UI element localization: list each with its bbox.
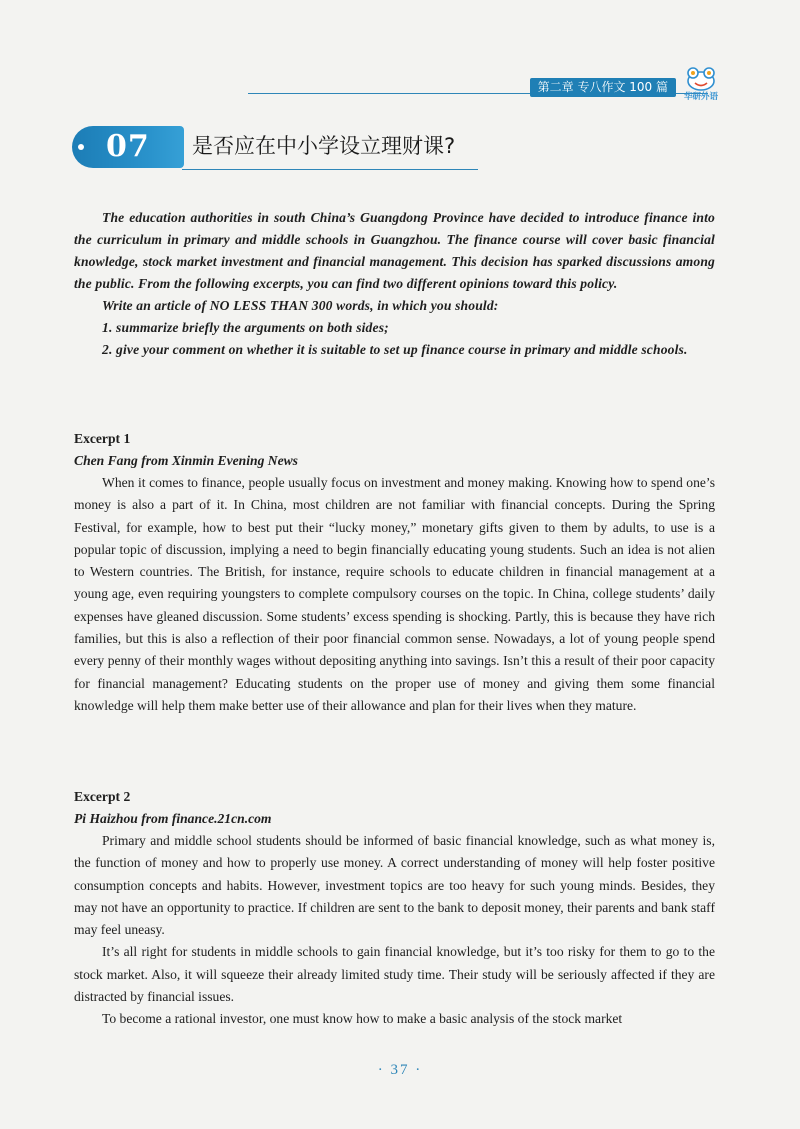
mascot-icon bbox=[684, 66, 718, 92]
prompt-paragraph: The education authorities in south China’s Guangdong Province have decided to introduce finance into the curriculum in primary and middle schools in Guangzhou. The finance course will cover basic financial knowledge, stock market investment and financial management. This decision has sparked discussions among the public. From the following excerpts, you can find two different opinions toward this policy. bbox=[74, 210, 715, 291]
prompt-instruction: Write an article of NO LESS THAN 300 words, in which you should: bbox=[102, 298, 499, 313]
excerpt-paragraph: Primary and middle school students should be informed of basic financial knowledge, such as what money is, the function of money and how to properly use money. A correct understanding of money will help foster positive consumption concepts and habits. However, investment topics are too heavy for such young minds. Besides, they may not have an opportunity to practice. If children are sent to the bank to deposit money, their parents and bank staff may feel uneasy. bbox=[74, 833, 715, 938]
publisher-name: 华研外语 bbox=[683, 92, 718, 102]
excerpt-heading: Excerpt 2 bbox=[74, 789, 131, 804]
prompt-item-1: 1. summarize briefly the arguments on both sides; bbox=[102, 320, 389, 335]
prompt-item-2: 2. give your comment on whether it is suitable to set up finance course in primary and middle schools. bbox=[102, 342, 688, 357]
page-number: · 37 · bbox=[377, 1062, 423, 1078]
bullet-dot-icon bbox=[78, 144, 84, 150]
essay-title-text: 是否应在中小学设立理财课? bbox=[192, 134, 456, 158]
excerpt-source: Pi Haizhou from finance.21cn.com bbox=[74, 811, 272, 826]
excerpt-paragraph: To become a rational investor, one must know how to make a basic analysis of the stock market bbox=[102, 1011, 623, 1027]
excerpt-paragraph: It’s all right for students in middle schools to gain financial knowledge, but it’s too risky for them to go to the stock market. Also, it will squeeze their already limited study time. Their study will be seriously affected if they are distracted by financial issues. bbox=[74, 944, 715, 1005]
excerpt-paragraph: When it comes to finance, people usually focus on investment and money making. Knowing how to spend one’s money is also a part of it. In China, most children are not familiar with financial concepts. During the Spring Festival, for example, how to best put their “lucky money,” monetary gifts given to them by adults, to use is a popular topic of discussion, implying a need to begin financially educating young students. Such an idea is not alien to Western countries. The British, for instance, require schools to educate children in financial management at a young age, even requiring youngsters to complete compulsory courses on the topic. In China, college students’ daily expenses have gleaned discussion. Some students’ excess spending is shocking. Partly, this is because they have rich families, but this is also a reflection of their poor financial common sense. Nowadays, a lot of young people spend every penny of their monthly wages without depositing anything into savings. Isn’t this a result of their poor capacity for financial management? Educating students on the proper use of money and giving them some financial knowledge will help them make better use of their allowance and plan for their lives when they mature. bbox=[74, 475, 715, 713]
chapter-tag: 第二章 专八作文 100 篇 bbox=[530, 78, 676, 97]
excerpt-1 bbox=[74, 428, 715, 717]
essay-number-badge bbox=[72, 126, 184, 168]
excerpt-heading: Excerpt 1 bbox=[74, 431, 131, 446]
excerpt-2 bbox=[74, 786, 715, 1031]
writing-prompt bbox=[74, 207, 715, 361]
essay-title bbox=[72, 126, 492, 172]
running-header bbox=[0, 72, 800, 102]
excerpt-source: Chen Fang from Xinmin Evening News bbox=[74, 453, 298, 468]
title-underline bbox=[182, 169, 478, 170]
essay-number: 07 bbox=[106, 129, 150, 164]
publisher-logo bbox=[678, 66, 724, 108]
